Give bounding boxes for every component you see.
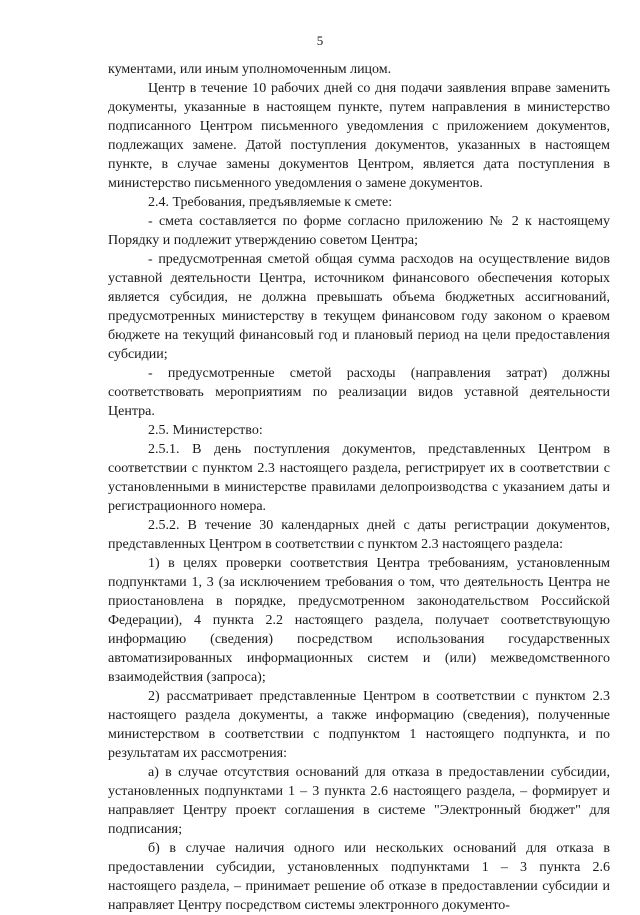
paragraph-2-5-1: 2.5.1. В день поступления документов, представленных Центром в соответствии с пунктом 2.3 настоящего раздела, регистрирует их в соответствии с установленными в министерстве правилами делопроизводства с указанием даты и регистрационного номера. [108,442,610,514]
page-number: 5 [316,33,324,48]
list-item-estimate-expenses: - предусмотренные сметой расходы (направления затрат) должны соответствовать мероприятиям по реализации видов уставной деятельности Центра. [108,366,610,419]
section-heading-2-5: 2.5. Министерство: [148,423,263,438]
list-item-b: б) в случае наличия одного или нескольких оснований для отказа в предоставлении субсидии, установленных подпунктами 1 – 3 пункта 2.6 настоящего раздела, – принимает решение об отказе в предоставлении субсидии и направляет Центру посредством системы электронного документо- [108,841,610,913]
list-item-estimate-total: - предусмотренная сметой общая сумма расходов на осуществление видов уставной деятельности Центра, источником финансового обеспечения которых является субсидия, не должна превышать объема бюджетных ассигнований, предусмотренных министерству в текущем финансовом году законом о краевом бюджете на текущий финансовый год и плановый период на цели предоставления субсидии; [108,252,610,362]
paragraph-document-replacement: Центр в течение 10 рабочих дней со дня подачи заявления вправе заменить документы, указанные в настоящем пункте, путем направления в министерство подписанного Центром письменного уведомления с приложением документов, подлежащих замене. Датой поступления документов, указанных в настоящем пункте, в случае замены документов Центром, является дата поступления в министерство письменного уведомления о замене документов. [108,81,610,191]
paragraph-continuation: кументами, или иным уполномоченным лицом. [108,62,392,77]
list-item-a: а) в случае отсутствия оснований для отказа в предоставлении субсидии, установленных подпунктами 1 – 3 пункта 2.6 настоящего раздела, – формирует и направляет Центру проект соглашения в системе "Электронный бюджет" для подписания; [108,765,610,837]
list-item-2: 2) рассматривает представленные Центром в соответствии с пунктом 2.3 настоящего раздела документы, а также информацию (сведения), полученные министерством в соответствии с подпунктом 1 настоящего подпункта, и по результатам их рассмотрения: [108,689,610,761]
document-body [108,60,610,915]
paragraph-2-5-2: 2.5.2. В течение 30 календарных дней с даты регистрации документов, представленных Центром в соответствии с пунктом 2.3 настоящего раздела: [108,518,610,552]
section-heading-2-4: 2.4. Требования, предъявляемые к смете: [148,195,393,210]
list-item-estimate-form: - смета составляется по форме согласно приложению № 2 к настоящему Порядку и подлежит утверждению советом Центра; [108,214,610,248]
list-item-1: 1) в целях проверки соответствия Центра требованиям, установленным подпунктами 1, 3 (за исключением требования о том, что деятельность Центра не приостановлена в порядке, предусмотренном законодательством Российской Федерации), 4 пункта 2.2 настоящего раздела, получает соответствующую информацию (сведения) посредством использования государственных автоматизированных информационных систем и (или) межведомственного взаимодействия (запроса); [108,556,610,685]
